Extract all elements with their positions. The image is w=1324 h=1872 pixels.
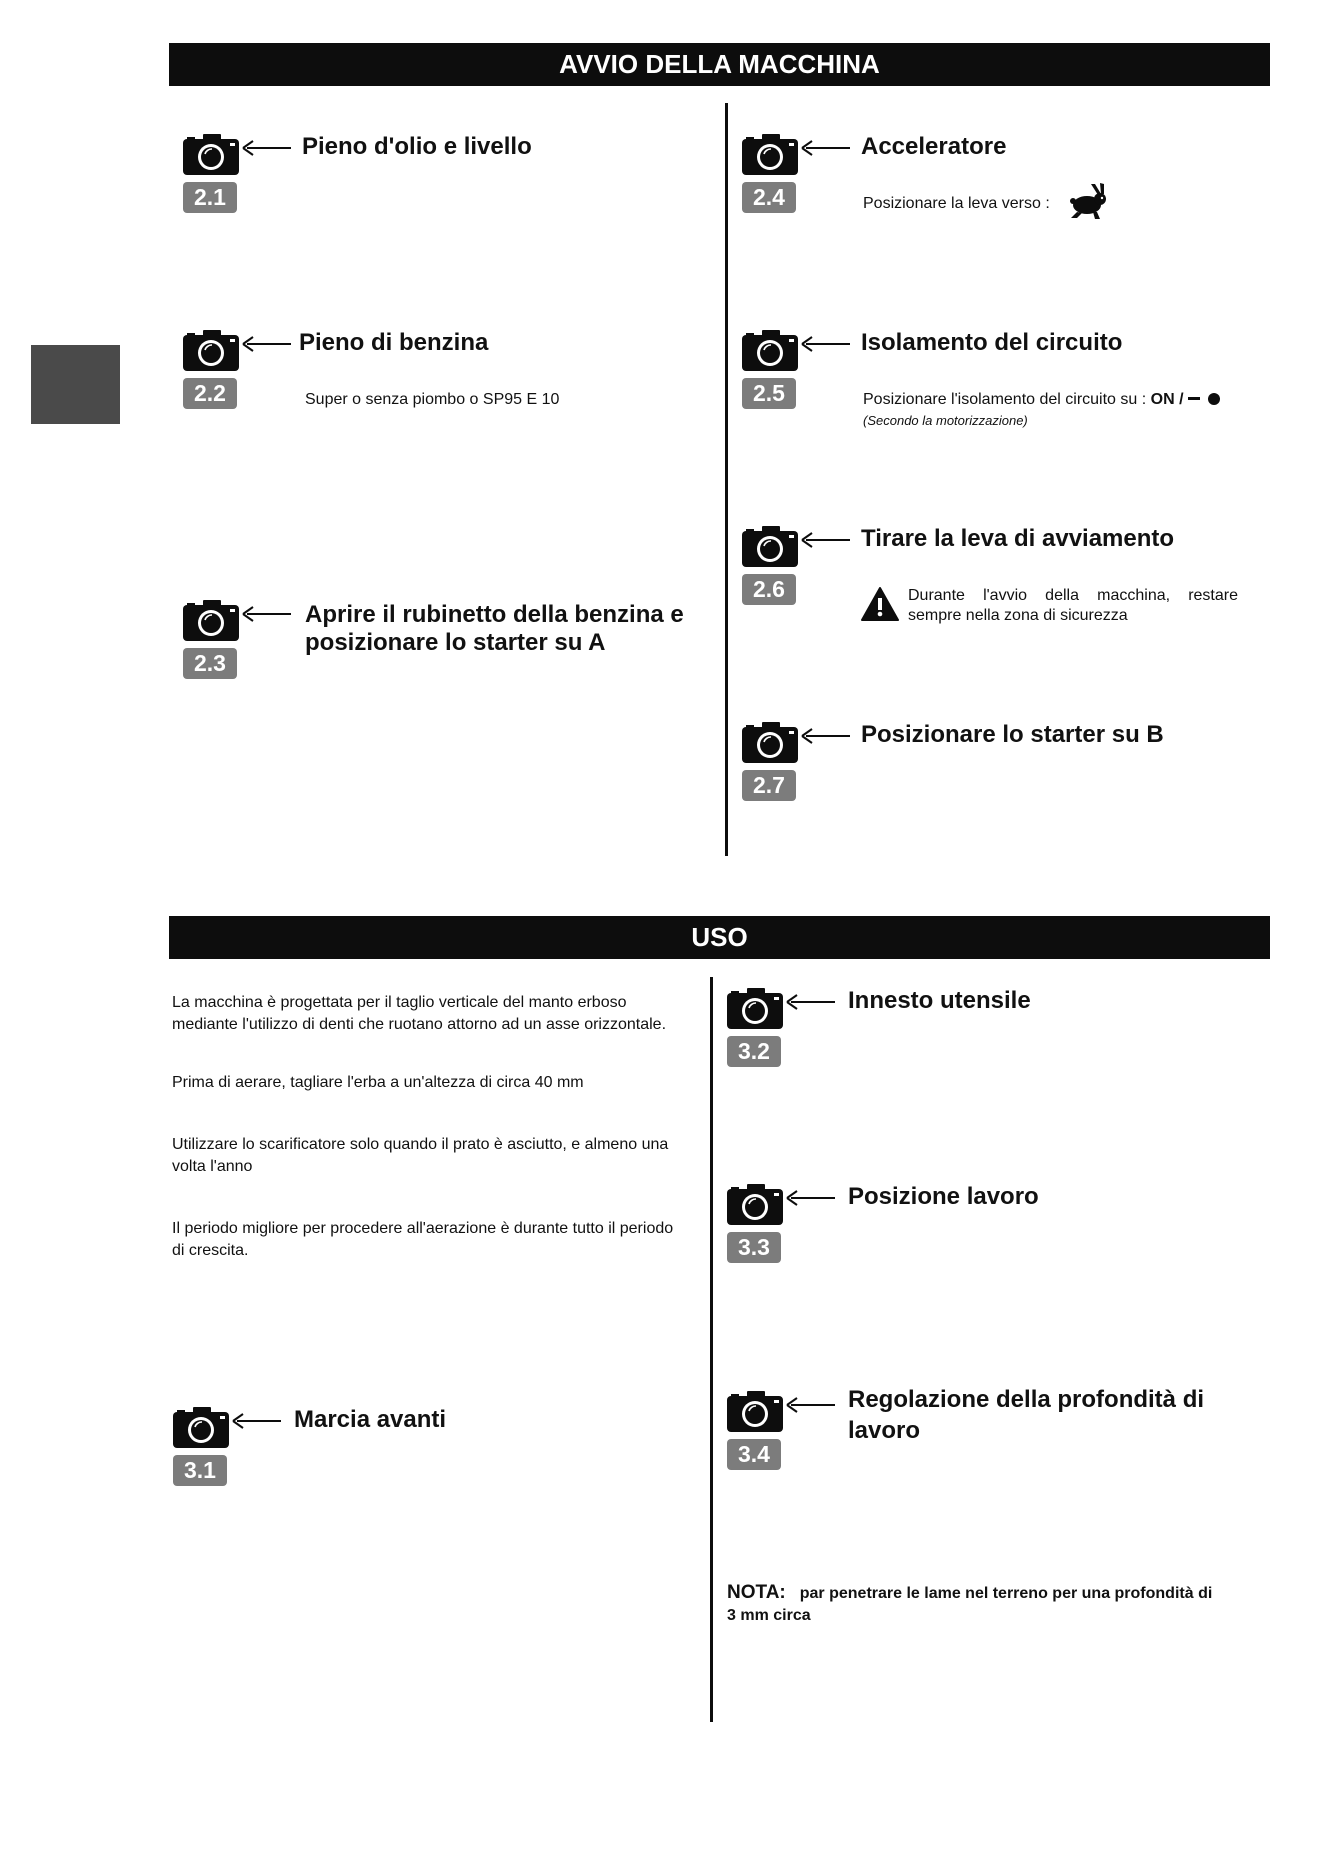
step-number-badge: 3.3: [727, 1232, 781, 1263]
section-title-uso: USO: [169, 916, 1270, 959]
camera-icon: [171, 1407, 231, 1449]
step-title: Posizionare lo starter su B: [861, 721, 1164, 748]
column-divider-uso: [710, 977, 713, 1722]
step-number-badge: 2.4: [742, 182, 796, 213]
camera-icon: [740, 134, 800, 176]
nota-block: [727, 1582, 1267, 1627]
arrow-left-icon: [800, 332, 850, 356]
side-tab-marker: [31, 345, 120, 424]
uso-paragraph-4: [172, 1218, 702, 1262]
camera-icon: [740, 526, 800, 568]
paragraph-line: volta l'anno: [172, 1158, 253, 1175]
step-title: Isolamento del circuito: [861, 329, 1123, 356]
step-number-badge: 3.1: [173, 1455, 227, 1486]
step-title: Pieno d'olio e livello: [302, 133, 532, 160]
arrow-left-icon: [800, 724, 850, 748]
arrow-left-icon: [241, 332, 291, 356]
step-title-line-1: Regolazione della profondità di: [848, 1386, 1205, 1413]
step-description: Posizionare la leva verso :: [863, 195, 1050, 212]
camera-icon: [725, 1184, 785, 1226]
step-number-badge: 2.5: [742, 378, 796, 409]
uso-paragraph-2: [172, 1072, 702, 1094]
uso-paragraph-3: [172, 1134, 702, 1178]
step-title: Pieno di benzina: [299, 329, 489, 356]
nota-line-1: [727, 1582, 1267, 1605]
paragraph-line: La macchina è progettata per il taglio verticale del manto erboso: [172, 994, 627, 1011]
step-number-badge: 2.2: [183, 378, 237, 409]
camera-icon: [181, 134, 241, 176]
warning-icon: [860, 586, 900, 622]
on-label: ON /: [1150, 391, 1184, 408]
step-title: Tirare la leva di avviamento: [861, 525, 1175, 552]
step-title-line-2: lavoro: [848, 1417, 921, 1444]
paragraph-line: Il periodo migliore per procedere all'aerazione è durante tutto il periodo: [172, 1220, 674, 1237]
step-number-badge: 2.1: [183, 182, 237, 213]
step-title: Posizione lavoro: [848, 1183, 1039, 1210]
step-title: Marcia avanti: [294, 1406, 447, 1433]
arrow-left-icon: [800, 528, 850, 552]
step-title-line-1: Aprire il rubinetto della benzina e: [305, 601, 684, 628]
paragraph-line: Prima di aerare, tagliare l'erba a un'altezza di circa 40 mm: [172, 1074, 584, 1091]
arrow-left-icon: [241, 602, 291, 626]
step-number-badge: 3.4: [727, 1439, 781, 1470]
paragraph-line: Utilizzare lo scarificatore solo quando il prato è asciutto, e almeno una: [172, 1136, 669, 1153]
arrow-left-icon: [785, 990, 835, 1014]
camera-icon: [725, 988, 785, 1030]
camera-icon: [181, 330, 241, 372]
nota-label: NOTA:: [727, 1582, 786, 1603]
column-divider-avvio: [725, 103, 728, 856]
arrow-left-icon: [800, 136, 850, 160]
nota-line-2: 3 mm circa: [727, 1607, 811, 1624]
warning-text-line-2: sempre nella zona di sicurezza: [908, 607, 1128, 624]
step-title: Acceleratore: [861, 133, 1007, 160]
on-switch-icon: [1188, 393, 1224, 407]
uso-paragraph-1: [172, 992, 702, 1036]
camera-icon: [181, 600, 241, 642]
step-title: Innesto utensile: [848, 987, 1031, 1014]
camera-icon: [725, 1391, 785, 1433]
step-number-badge: 2.3: [183, 648, 237, 679]
step-number-badge: 2.6: [742, 574, 796, 605]
step-title-line-2: posizionare lo starter su A: [305, 629, 606, 656]
arrow-left-icon: [785, 1186, 835, 1210]
step-description: Super o senza piombo o SP95 E 10: [305, 391, 560, 408]
camera-icon: [740, 722, 800, 764]
step-number-badge: 3.2: [727, 1036, 781, 1067]
paragraph-line: di crescita.: [172, 1242, 249, 1259]
nota-text: par penetrare le lame nel terreno per una profondità di: [799, 1585, 1213, 1602]
camera-icon: [740, 330, 800, 372]
paragraph-line: mediante l'utilizzo di denti che ruotano attorno ad un asse orizzontale.: [172, 1016, 667, 1033]
arrow-left-icon: [231, 1409, 281, 1433]
section-title-avvio: AVVIO DELLA MACCHINA: [169, 43, 1270, 86]
step-description-text: Posizionare l'isolamento del circuito su :: [863, 391, 1147, 408]
step-number-badge: 2.7: [742, 770, 796, 801]
arrow-left-icon: [785, 1393, 835, 1417]
step-description: [863, 390, 1224, 410]
warning-text-line-1: Durante l'avvio della macchina, restare: [908, 587, 1238, 604]
motorization-note: (Secondo la motorizzazione): [863, 413, 1028, 428]
arrow-left-icon: [241, 136, 291, 160]
rabbit-icon: [1067, 182, 1109, 220]
